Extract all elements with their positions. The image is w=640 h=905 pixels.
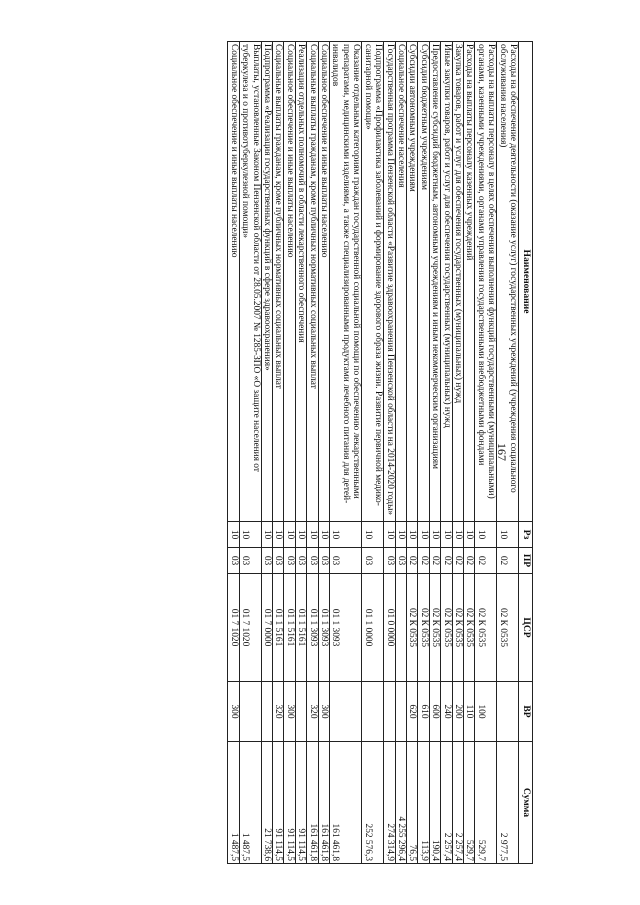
table-row (239, 42, 261, 864)
cell-rz: 10 (463, 522, 474, 548)
column-header-name: Наименование (519, 42, 533, 522)
cell-csr: 01 0 0000 (384, 574, 395, 682)
cell-name: Закупка товаров, работ и услуг для обеспечения государственных (муниципальных) нужд (452, 42, 463, 522)
cell-name: Социальное обеспечение и иные выплаты населению (284, 42, 295, 522)
cell-csr: 02 К 0535 (429, 574, 440, 682)
cell-sum: 2 257,4 (452, 742, 463, 864)
cell-rz: 10 (362, 522, 384, 548)
table-row (330, 42, 362, 864)
cell-csr: 01 7 0000 (261, 574, 272, 682)
cell-rz: 10 (441, 522, 452, 548)
cell-pr: 03 (295, 548, 306, 574)
table-body (228, 42, 519, 864)
table-row (307, 42, 318, 864)
cell-pr: 02 (441, 548, 452, 574)
cell-rz: 10 (261, 522, 272, 548)
cell-vr (330, 682, 362, 742)
cell-name: Социальное обеспечение населения (395, 42, 406, 522)
table-row (295, 42, 306, 864)
table-row (384, 42, 395, 864)
cell-rz: 10 (452, 522, 463, 548)
cell-name: Подпрограмма «Реализация государственных функций в сфере здравоохранения» (261, 42, 272, 522)
budget-table (227, 41, 533, 864)
cell-sum: 21 738,6 (261, 742, 272, 864)
cell-name: Расходы на выплаты персоналу казенных учреждений (463, 42, 474, 522)
table-row (441, 42, 452, 864)
cell-csr: 01 1 5161 (284, 574, 295, 682)
table-row (418, 42, 429, 864)
cell-csr: 01 7 1020 (239, 574, 261, 682)
cell-name: Субсидии автономным учреждениям (406, 42, 417, 522)
column-header-sum: Сумма (519, 742, 533, 864)
table-row (452, 42, 463, 864)
cell-csr: 01 1 3093 (307, 574, 318, 682)
cell-pr: 03 (307, 548, 318, 574)
table-row (475, 42, 497, 864)
cell-csr: 01 7 1020 (228, 574, 239, 682)
column-header-pr: ПР (519, 548, 533, 574)
table-row (429, 42, 440, 864)
cell-rz: 10 (295, 522, 306, 548)
cell-rz: 10 (475, 522, 497, 548)
cell-csr: 02 К 0535 (406, 574, 417, 682)
cell-name: Реализация отдельных полномочий в области лекарственного обеспечения (295, 42, 306, 522)
cell-rz: 10 (330, 522, 362, 548)
cell-rz: 10 (239, 522, 261, 548)
cell-rz: 10 (418, 522, 429, 548)
cell-pr: 03 (261, 548, 272, 574)
cell-pr: 02 (463, 548, 474, 574)
cell-vr: 240 (441, 682, 452, 742)
cell-name: Иные закупки товаров, работ и услуг для обеспечения государственных (муниципальных) нужд (441, 42, 452, 522)
cell-csr: 01 1 3093 (330, 574, 362, 682)
cell-sum: 2 257,4 (441, 742, 452, 864)
cell-pr: 03 (362, 548, 384, 574)
cell-pr: 02 (429, 548, 440, 574)
cell-name: Социальные выплаты гражданам, кроме публичных нормативных социальных выплат (307, 42, 318, 522)
cell-sum: 113,9 (418, 742, 429, 864)
cell-pr: 03 (239, 548, 261, 574)
cell-pr: 03 (384, 548, 395, 574)
cell-pr: 03 (284, 548, 295, 574)
cell-sum: 1 487,5 (228, 742, 239, 864)
cell-vr: 600 (429, 682, 440, 742)
table-row (497, 42, 519, 864)
table-row (395, 42, 406, 864)
cell-sum: 2 977,5 (497, 742, 519, 864)
budget-table-container (67, 41, 533, 863)
page-number: 167 (495, 443, 509, 461)
cell-sum: 161 461,8 (318, 742, 329, 864)
cell-sum: 274 314,9 (384, 742, 395, 864)
column-header-vr: ВР (519, 682, 533, 742)
cell-csr: 02 К 0535 (463, 574, 474, 682)
cell-vr: 300 (284, 682, 295, 742)
cell-sum: 91 114,5 (284, 742, 295, 864)
cell-pr: 02 (475, 548, 497, 574)
cell-name: Расходы на обеспечение деятельности (оказание услуг) государственных учреждений (учреждения социального обслуживания населения) (497, 42, 519, 522)
cell-rz: 10 (284, 522, 295, 548)
table-row (228, 42, 239, 864)
cell-rz: 10 (273, 522, 284, 548)
column-header-rz: Рз (519, 522, 533, 548)
cell-pr: 03 (273, 548, 284, 574)
cell-sum: 4 255 296,4 (395, 742, 406, 864)
cell-rz: 10 (307, 522, 318, 548)
cell-name: Государственная программа Пензенской области «Развитие здравоохранения Пензенской области на 2014-2020 годы» (384, 42, 395, 522)
cell-pr: 03 (330, 548, 362, 574)
cell-rz: 10 (318, 522, 329, 548)
cell-vr: 110 (463, 682, 474, 742)
cell-rz: 10 (395, 522, 406, 548)
cell-vr: 200 (452, 682, 463, 742)
cell-pr: 02 (452, 548, 463, 574)
cell-vr: 610 (418, 682, 429, 742)
cell-csr: 01 1 5161 (273, 574, 284, 682)
cell-vr: 620 (406, 682, 417, 742)
table-row (318, 42, 329, 864)
cell-csr: 02 К 0535 (497, 574, 519, 682)
cell-rz: 10 (384, 522, 395, 548)
cell-rz: 10 (497, 522, 519, 548)
cell-vr (497, 682, 519, 742)
cell-vr (384, 682, 395, 742)
cell-name: Подпрограмма «Профилактика заболеваний и формирование здорового образа жизни. Развитие первичной медико-санитарной помощи» (362, 42, 384, 522)
cell-pr: 02 (418, 548, 429, 574)
cell-sum: 529,7 (475, 742, 497, 864)
cell-vr: 100 (475, 682, 497, 742)
cell-pr: 02 (497, 548, 519, 574)
cell-csr: 01 1 0000 (362, 574, 384, 682)
cell-sum: 91 114,5 (273, 742, 284, 864)
cell-sum: 252 576,3 (362, 742, 384, 864)
table-row (273, 42, 284, 864)
cell-csr: 02 К 0535 (441, 574, 452, 682)
cell-name: Оказание отдельным категориям граждан государственной социальной помощи по обеспечению лекарственными препаратами, медицинскими изделиями, а также специализированными продуктами лечебного питания для детей-инвалидов (330, 42, 362, 522)
cell-csr: 02 К 0535 (418, 574, 429, 682)
cell-vr (239, 682, 261, 742)
cell-rz: 10 (429, 522, 440, 548)
cell-sum: 161 461,8 (307, 742, 318, 864)
cell-vr: 300 (318, 682, 329, 742)
cell-vr: 320 (273, 682, 284, 742)
cell-pr: 03 (228, 548, 239, 574)
table-row (362, 42, 384, 864)
cell-vr (395, 682, 406, 742)
cell-name: Расходы на выплаты персоналу в целях обеспечения выполнения функций государственными (муниципальными) органами, казенными учреждениями, органами управления государственными внебюджетными фондами (475, 42, 497, 522)
cell-pr: 03 (318, 548, 329, 574)
table-row (406, 42, 417, 864)
table-row (284, 42, 295, 864)
column-header-csr: ЦСР (519, 574, 533, 682)
cell-csr: 01 1 3093 (318, 574, 329, 682)
cell-vr (362, 682, 384, 742)
cell-sum: 529,7 (463, 742, 474, 864)
cell-rz: 10 (406, 522, 417, 548)
cell-vr: 320 (307, 682, 318, 742)
table-header-row (519, 42, 533, 864)
cell-pr: 03 (395, 548, 406, 574)
cell-name: Социальное обеспечение и иные выплаты населению (318, 42, 329, 522)
cell-vr (295, 682, 306, 742)
cell-rz: 10 (228, 522, 239, 548)
table-row (261, 42, 272, 864)
cell-name: Социальные выплаты гражданам, кроме публичных нормативных социальных выплат (273, 42, 284, 522)
cell-name: Субсидии бюджетным учреждениям (418, 42, 429, 522)
cell-vr: 300 (228, 682, 239, 742)
cell-vr (261, 682, 272, 742)
cell-pr: 02 (406, 548, 417, 574)
cell-csr: 01 1 5161 (295, 574, 306, 682)
cell-sum: 1 487,5 (239, 742, 261, 864)
cell-sum: 161 461,8 (330, 742, 362, 864)
cell-name: Выплаты, установленные Законом Пензенской области от 28.05.2007 № 1285-ЗПО «О защите населения от туберкулеза и о противотуберкулезной помощи» (239, 42, 261, 522)
cell-csr: 02 К 0535 (452, 574, 463, 682)
cell-name: Социальное обеспечение и иные выплаты населению (228, 42, 239, 522)
cell-csr: 02 К 0535 (475, 574, 497, 682)
cell-name: Предоставление субсидий бюджетным, автономным учреждениям и иным некоммерческим организациям (429, 42, 440, 522)
cell-sum: 91 114,5 (295, 742, 306, 864)
table-row (463, 42, 474, 864)
cell-csr (395, 574, 406, 682)
cell-sum: 76,5 (406, 742, 417, 864)
cell-sum: 190,4 (429, 742, 440, 864)
